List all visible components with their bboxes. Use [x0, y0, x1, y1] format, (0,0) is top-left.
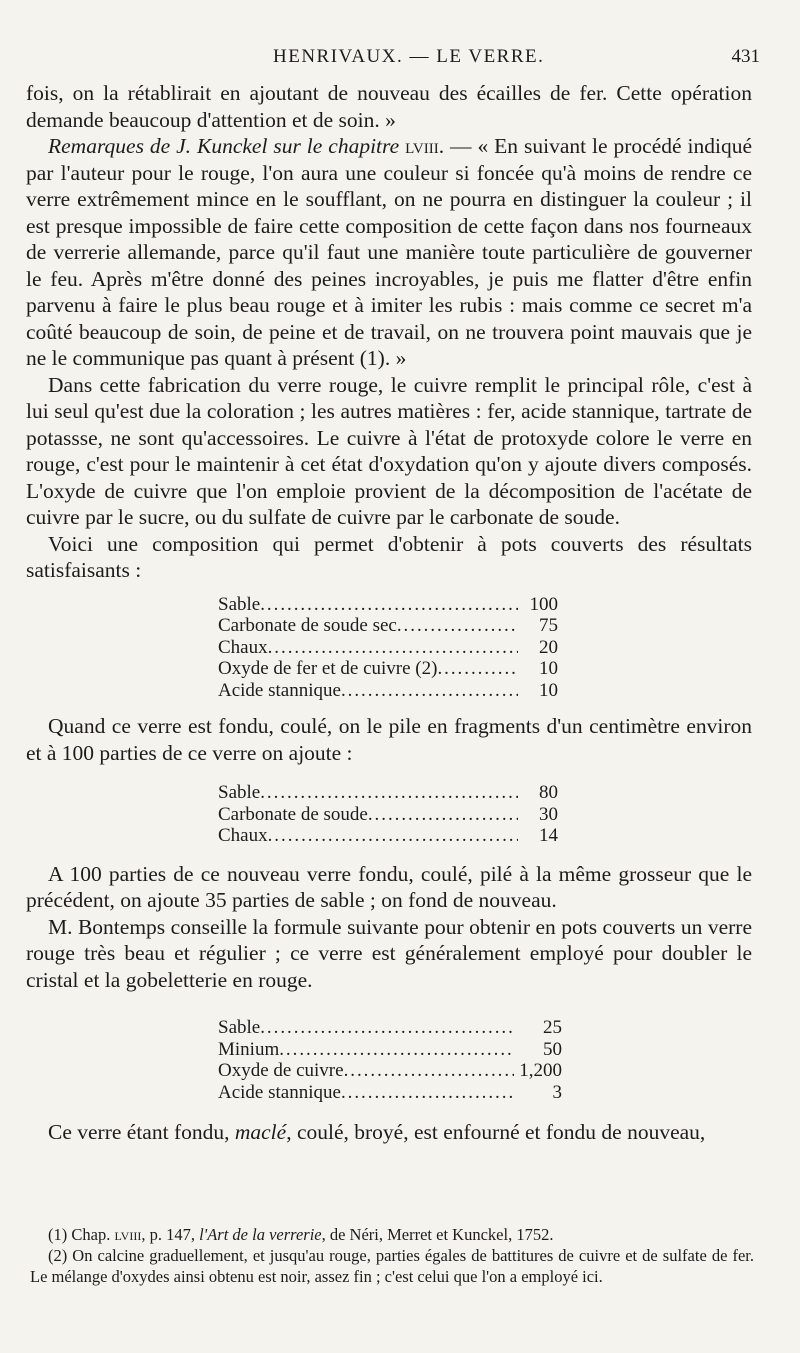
dot-leader — [260, 782, 518, 804]
paragraph: A 100 parties de ce nouveau verre fondu, coulé, pilé à la même grosseur que le précédent, on ajoute 35 parties de sable ; on fond de nouveau. — [26, 861, 752, 912]
recipe-row — [218, 1060, 562, 1082]
ingredient-name: Sable — [218, 1017, 261, 1038]
chapter-reference: lviii. — [405, 134, 445, 158]
recipe-row — [218, 804, 558, 826]
ingredient-name: Sable — [218, 782, 261, 803]
recipe-row — [218, 825, 558, 847]
paragraph: Ce verre étant fondu, maclé, coulé, broyé, est enfourné et fondu de nouveau, — [48, 1120, 706, 1144]
recipe-row — [218, 658, 558, 680]
recipe-row — [218, 594, 558, 616]
dot-leader — [260, 1017, 514, 1039]
ingredient-name: Carbonate de soude sec — [218, 615, 397, 636]
paragraph: M. Bontemps conseille la formule suivante pour obtenir en pots couverts un verre rouge très beau et régulier ; ce verre est généralement employé pour doubler le cristal et la gobeletterie en rouge. — [26, 914, 752, 992]
emphasis-macle: maclé — [234, 1120, 287, 1144]
ingredient-quantity: 10 — [539, 658, 558, 679]
recipe-table-1 — [218, 594, 752, 702]
dot-leader — [260, 594, 518, 616]
paragraph: Dans cette fabrication du verre rouge, le cuivre remplit le principal rôle, c'est à lui seul qu'est due la coloration ; les autres matières : fer, acide stannique, tartrate de potassse, ne sont qu'accessoires. Le cuivre à l'état de protoxyde colore le verre en rouge, c'est pour le maintenir à cet état d'oxydation qu'on y ajoute divers composés. L'oxyde de cuivre que l'on emploie provient de la décomposition de l'acétate de cuivre par le sucre, ou du sulfate de cuivre par le carbonate de soude. — [26, 372, 752, 529]
dot-leader — [368, 804, 518, 826]
kunckel-quote: — « En suivant le procédé indiqué par l'auteur pour le rouge, l'on aura une couleur si foncée qu'à moins de rendre ce verre extrêmement mince en le soufflant, on ne pourra en distinguer la couleur ; il est presque impossible de faire cette composition de cette façon dans nos fourneaux de verrerie allemande, parce qu'il faut une manière toute particulière de gouverner le feu. Après m'être donné des peines incroyables, je puis me flatter d'être enfin parvenu à faire le plus beau rouge et à imiter les rubis : mais comme ce secret m'a coûté beaucoup de soin, de peine et de travail, on ne trouvera point mauvais que je ne le communique pas quant à présent (1). » — [26, 134, 753, 370]
kunckel-remark-heading: Remarques de J. Kunckel sur le chapitre — [48, 134, 400, 158]
dot-leader — [279, 1039, 514, 1061]
recipe-table-3 — [218, 1017, 752, 1103]
ingredient-quantity: 14 — [539, 825, 558, 846]
ingredient-quantity: 50 — [543, 1038, 562, 1060]
ingredient-quantity: 20 — [539, 636, 558, 658]
ingredient-name: Oxyde de fer et de cuivre (2) — [218, 658, 438, 679]
paragraph: Quand ce verre est fondu, coulé, on le pile en fragments d'un centimètre environ et à 100 parties de ce verre on ajoute : — [26, 714, 752, 765]
paragraph: fois, on la rétablirait en ajoutant de nouveau des écailles de fer. Cette opération demande beaucoup d'attention et de soin. » — [26, 81, 752, 132]
body-text — [26, 80, 752, 1146]
ingredient-quantity: 25 — [543, 1017, 562, 1038]
dot-leader — [268, 825, 518, 847]
recipe-row — [218, 1082, 562, 1104]
footnote-1: (1) Chap. lviii, p. 147, l'Art de la verrerie, de Néri, Merret et Kunckel, 1752. — [48, 1225, 554, 1244]
dot-leader — [344, 1060, 514, 1082]
ingredient-quantity: 10 — [539, 679, 558, 701]
footnotes — [30, 1224, 754, 1287]
page-header — [28, 46, 760, 74]
ingredient-name: Oxyde de cuivre — [218, 1060, 344, 1081]
ingredient-quantity: 30 — [539, 803, 558, 825]
page-number: 431 — [731, 46, 760, 67]
recipe-table-2 — [218, 782, 752, 847]
paragraph — [26, 133, 752, 372]
recipe-row — [218, 637, 558, 659]
ingredient-quantity: 80 — [539, 782, 558, 803]
ingredient-name: Sable — [218, 593, 261, 615]
dot-leader — [397, 615, 518, 637]
dot-leader — [341, 1082, 514, 1104]
running-title: HENRIVAUX. — LE VERRE. — [273, 46, 545, 67]
ingredient-name: Minium — [218, 1038, 280, 1060]
ingredient-quantity: 100 — [529, 593, 558, 615]
ingredient-name: Chaux — [218, 825, 268, 846]
paragraph: Voici une composition qui permet d'obtenir à pots couverts des résultats satisfaisants : — [26, 531, 752, 582]
ingredient-quantity: 3 — [552, 1081, 562, 1103]
ingredient-name: Acide stannique — [218, 679, 341, 701]
recipe-row — [218, 1039, 562, 1061]
recipe-row — [218, 615, 558, 637]
ingredient-quantity: 75 — [539, 615, 558, 636]
footnote-2: (2) On calcine graduellement, et jusqu'au rouge, parties égales de battitures de cuivre et de sulfate de fer. Le mélange d'oxydes ainsi obtenu est noir, assez fin ; c'est celui que l'on a employé ici. — [30, 1246, 754, 1286]
dot-leader — [341, 680, 518, 702]
ingredient-name: Chaux — [218, 636, 268, 658]
ingredient-name: Carbonate de soude — [218, 803, 368, 825]
recipe-row — [218, 680, 558, 702]
dot-leader — [437, 658, 518, 680]
recipe-row — [218, 1017, 562, 1039]
ingredient-name: Acide stannique — [218, 1081, 341, 1103]
cited-book-title: l'Art de la verrerie — [199, 1225, 322, 1244]
recipe-row — [218, 782, 558, 804]
dot-leader — [268, 637, 518, 659]
ingredient-quantity: 1,200 — [519, 1060, 562, 1081]
